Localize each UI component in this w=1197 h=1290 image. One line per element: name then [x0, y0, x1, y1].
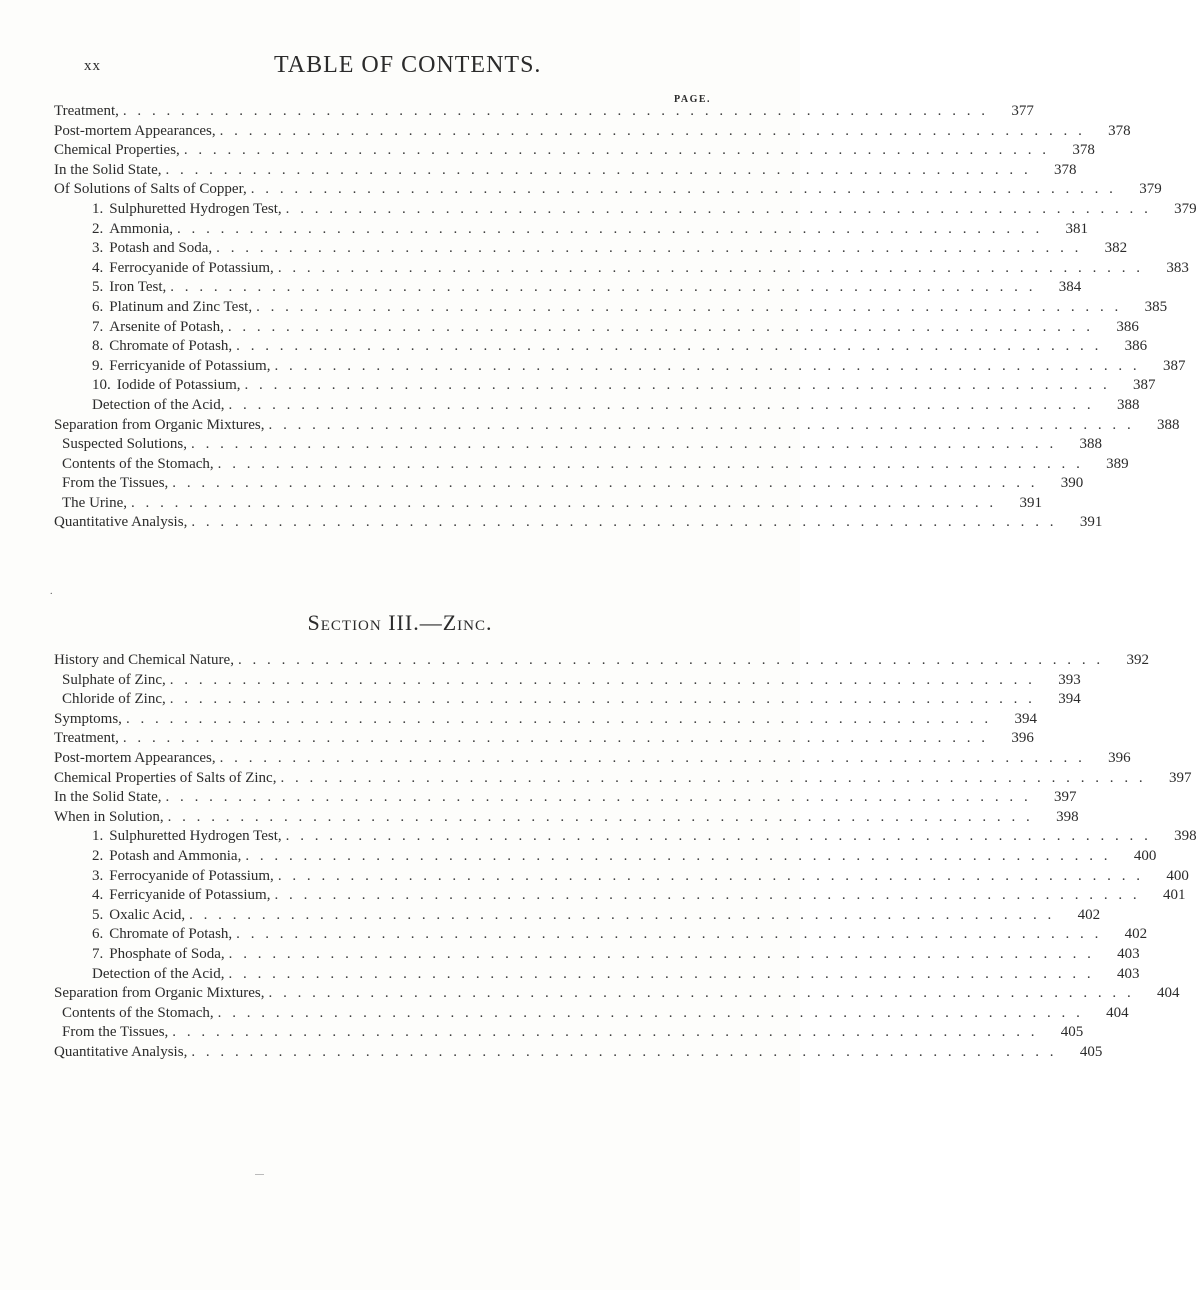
toc-entry-number: 6. [92, 926, 104, 943]
toc-entry-title: From the Tissues, [62, 475, 169, 492]
toc-entry [54, 357, 1186, 378]
toc-entry-title: Treatment, [54, 730, 119, 747]
dot-leader: ............................................................ [172, 1024, 1046, 1041]
dot-leader: ............................................................ [172, 475, 1046, 492]
toc-entry-title: Separation from Organic Mixtures, [54, 416, 265, 433]
toc-entry-page: 404 [1157, 985, 1180, 1002]
toc-entry-page: 390 [1060, 475, 1084, 492]
toc-entry-page: 400 [1166, 867, 1189, 884]
toc-entry [54, 142, 1095, 162]
toc-entry-page: 381 [1065, 220, 1088, 237]
toc-entry-number: 4. [92, 259, 104, 276]
dot-leader: ............................................................ [189, 906, 1063, 923]
dot-leader: ............................................................ [177, 220, 1050, 237]
toc-entry [54, 279, 1082, 299]
toc-entry-title: Iodide of Potassium, [116, 377, 241, 394]
toc-entry [54, 985, 1180, 1005]
toc-entry [54, 671, 1081, 692]
dot-leader: ............................................................ [217, 1004, 1091, 1021]
toc-entry-title: Chromate of Potash, [109, 338, 233, 355]
toc-entry-number: 10. [92, 377, 111, 394]
dot-leader: ............................................................ [125, 710, 999, 727]
dot-leader: ............................................................ [219, 122, 1093, 139]
toc-entry-page: 391 [1079, 514, 1103, 531]
toc-entry-number: 1. [92, 828, 104, 845]
dot-leader: ............................................................ [245, 847, 1119, 864]
toc-entry [54, 1043, 1103, 1064]
toc-entry [54, 455, 1129, 476]
toc-entry-title: Sulphuretted Hydrogen Test, [109, 200, 282, 217]
toc-entry-page: 400 [1133, 847, 1157, 864]
toc-entry-title: Chromate of Potash, [109, 926, 233, 943]
dot-leader: ............................................................ [250, 181, 1124, 198]
dot-leader: ............................................................ [285, 200, 1159, 217]
toc-entry-title: Suspected Solutions, [62, 436, 188, 453]
toc-entry [54, 730, 1034, 750]
dot-leader: ............................................................ [169, 671, 1043, 688]
toc-entry-page: 396 [1108, 749, 1131, 766]
toc-entry-title: In the Solid State, [54, 161, 162, 178]
toc-entry-title: Separation from Organic Mixtures, [54, 985, 265, 1002]
running-title: TABLE OF CONTENTS. [274, 52, 542, 78]
toc-entry-title: Of Solutions of Salts of Copper, [54, 181, 247, 198]
toc-entry [54, 1024, 1084, 1044]
toc-entry [54, 416, 1180, 437]
toc-entry-page: 405 [1079, 1043, 1103, 1060]
toc-entry [54, 652, 1149, 672]
toc-entry-title: Symptoms, [54, 710, 122, 727]
dot-leader: ............................................................ [122, 730, 996, 747]
toc-entry-page: 388 [1116, 396, 1140, 413]
toc-entry-title: Detection of the Acid, [92, 965, 225, 982]
toc-entry-page: 387 [1162, 357, 1186, 374]
toc-entry-title: Ferrocyanide of Potassium, [109, 259, 274, 276]
contents-list-copper [54, 103, 1197, 534]
toc-entry-number: 9. [92, 357, 104, 374]
toc-entry-title: Chemical Properties, [54, 142, 180, 159]
toc-entry-title: Arsenite of Potash, [109, 318, 224, 335]
toc-entry [54, 789, 1077, 809]
toc-entry [54, 769, 1192, 790]
toc-entry-page: 398 [1174, 828, 1197, 845]
toc-entry-title: Phosphate of Soda, [109, 945, 225, 962]
toc-entry-title: Sulphuretted Hydrogen Test, [109, 828, 282, 845]
toc-entry [54, 318, 1139, 339]
toc-entry-title: Oxalic Acid, [109, 906, 186, 923]
section-heading-subject: Zinc. [442, 610, 493, 635]
toc-entry-number: 5. [92, 279, 104, 296]
toc-entry-title: Contents of the Stomach, [62, 1004, 214, 1021]
dot-leader: ............................................................ [277, 259, 1151, 276]
toc-entry-page: 391 [1019, 494, 1042, 511]
toc-entry-page: 386 [1116, 318, 1139, 335]
toc-entry [54, 103, 1034, 123]
toc-entry-number: 1. [92, 200, 104, 217]
toc-entry-page: 377 [1011, 103, 1034, 119]
dot-leader: ............................................................ [191, 436, 1065, 453]
toc-entry [54, 377, 1156, 397]
section-heading [0, 610, 800, 636]
dot-leader: ............................................................ [274, 357, 1148, 374]
toc-entry-page: 398 [1056, 808, 1079, 825]
toc-entry [54, 259, 1189, 280]
toc-entry-title: From the Tissues, [62, 1024, 169, 1041]
toc-entry-page: 388 [1079, 436, 1103, 453]
toc-entry-title: Potash and Soda, [109, 240, 213, 257]
section-heading-prefix: Section [307, 610, 382, 635]
section-heading-numeral: III. [388, 610, 420, 635]
toc-entry [54, 867, 1189, 888]
toc-entry [54, 181, 1162, 201]
toc-entry [54, 396, 1140, 417]
toc-entry-page: 382 [1104, 240, 1128, 257]
dot-leader: ............................................................ [268, 416, 1142, 433]
toc-entry-title: Contents of the Stomach, [62, 455, 214, 472]
toc-entry-title: Ferricyanide of Potassium, [109, 357, 271, 374]
toc-entry-page: 396 [1011, 730, 1034, 747]
toc-entry-number: 2. [92, 847, 104, 864]
toc-entry-title: Ammonia, [109, 220, 173, 237]
toc-entry-page: 378 [1108, 122, 1131, 139]
dot-leader: ............................................................ [122, 103, 996, 119]
toc-entry [54, 887, 1186, 907]
toc-entry [54, 749, 1131, 770]
toc-entry-page: 403 [1117, 945, 1140, 962]
toc-entry-page: 393 [1058, 671, 1081, 688]
dot-leader: ............................................................ [183, 142, 1057, 159]
toc-entry-title: Potash and Ammonia, [109, 847, 242, 864]
toc-entry-page: 401 [1162, 887, 1186, 904]
toc-entry-page: 378 [1072, 142, 1095, 159]
toc-entry-page: 387 [1133, 377, 1156, 394]
toc-entry-page: 388 [1157, 416, 1180, 433]
toc-entry [54, 220, 1088, 241]
toc-entry-number: 7. [92, 945, 104, 962]
toc-entry-number: 5. [92, 906, 104, 923]
toc-entry-title: Post-mortem Appearances, [54, 122, 216, 139]
toc-entry-page: 392 [1126, 652, 1149, 668]
toc-entry-number: 7. [92, 318, 104, 335]
dot-leader: ............................................................ [285, 828, 1159, 845]
toc-entry-title: Post-mortem Appearances, [54, 749, 216, 766]
dot-leader: ............................................................ [216, 240, 1090, 257]
toc-entry [54, 945, 1140, 966]
page-header [84, 52, 744, 82]
toc-entry-title: Platinum and Zinc Test, [109, 298, 253, 315]
dot-leader: ............................................................ [256, 298, 1130, 315]
page-folio: xx [84, 58, 101, 74]
toc-entry [54, 200, 1197, 221]
toc-entry [54, 926, 1148, 946]
toc-entry-page: 394 [1014, 710, 1037, 727]
toc-entry-title: Iron Test, [109, 279, 167, 296]
dot-leader: ............................................................ [167, 808, 1041, 825]
toc-entry-title: When in Solution, [54, 808, 164, 825]
toc-entry-number: 8. [92, 338, 104, 355]
toc-entry [54, 1004, 1129, 1025]
toc-entry [54, 906, 1101, 927]
toc-entry [54, 847, 1157, 868]
toc-entry [54, 494, 1042, 515]
toc-entry-title: Chloride of Zinc, [62, 691, 166, 708]
dot-leader: ............................................................ [217, 455, 1091, 472]
toc-entry-page: 386 [1124, 338, 1148, 355]
toc-entry-title: Ferrocyanide of Potassium, [109, 867, 274, 884]
toc-entry [54, 122, 1131, 143]
toc-entry-title: Quantitative Analysis, [54, 514, 188, 531]
toc-entry-number: 2. [92, 220, 104, 237]
toc-entry [54, 161, 1077, 182]
dot-leader: ............................................................ [237, 652, 1111, 668]
dot-leader: ............................................................ [165, 161, 1039, 178]
toc-entry [54, 475, 1084, 495]
toc-entry-number: 3. [92, 240, 104, 257]
margin-mark: . [50, 586, 53, 597]
toc-entry-number: 3. [92, 867, 104, 884]
toc-entry [54, 436, 1103, 456]
toc-entry-title: Chemical Properties of Salts of Zinc, [54, 769, 277, 786]
dot-leader: ............................................................ [165, 789, 1039, 806]
dot-leader: ............................................................ [191, 1043, 1065, 1060]
toc-entry-title: History and Chemical Nature, [54, 652, 234, 668]
dot-leader: ............................................................ [236, 926, 1110, 943]
dot-leader: ............................................................ [268, 985, 1142, 1002]
dot-leader: ............................................................ [244, 377, 1118, 394]
dot-leader: ............................................................ [170, 279, 1044, 296]
contents-list-zinc [54, 652, 1197, 1063]
dot-leader: ............................................................ [274, 887, 1148, 904]
toc-entry-page: 378 [1054, 161, 1077, 178]
dot-leader: ............................................................ [227, 318, 1101, 335]
dot-leader: ............................................................ [228, 396, 1102, 413]
toc-entry [54, 338, 1148, 358]
toc-entry-title: Ferricyanide of Potassium, [109, 887, 271, 904]
dot-leader: ............................................................ [130, 494, 1004, 511]
toc-entry [54, 691, 1081, 711]
toc-entry-page: 379 [1174, 200, 1197, 217]
dot-leader: ............................................................ [228, 945, 1102, 962]
toc-entry-page: 389 [1106, 455, 1129, 472]
toc-entry-page: 402 [1077, 906, 1101, 923]
toc-entry-title: Treatment, [54, 103, 119, 119]
dot-leader: ............................................................ [228, 965, 1102, 982]
toc-entry-page: 394 [1058, 691, 1081, 708]
toc-entry-number: 4. [92, 887, 104, 904]
toc-entry-title: The Urine, [62, 494, 127, 511]
toc-entry-page: 404 [1106, 1004, 1129, 1021]
toc-entry [54, 965, 1140, 986]
toc-entry-title: Sulphate of Zinc, [62, 671, 166, 688]
toc-entry [54, 514, 1103, 534]
toc-entry-page: 403 [1116, 965, 1140, 982]
toc-entry [54, 808, 1079, 829]
dot-leader: ............................................................ [169, 691, 1043, 708]
toc-entry [54, 710, 1037, 731]
toc-entry-title: In the Solid State, [54, 789, 162, 806]
toc-entry-page: 397 [1168, 769, 1192, 786]
dot-leader: ............................................................ [191, 514, 1065, 531]
dot-leader: ............................................................ [277, 867, 1151, 884]
toc-entry-page: 397 [1054, 789, 1077, 806]
toc-entry-number: 6. [92, 298, 104, 315]
page-column-label: PAGE. [674, 94, 712, 105]
toc-entry-page: 383 [1166, 259, 1189, 276]
dot-leader: ............................................................ [280, 769, 1154, 786]
toc-entry-page: 384 [1058, 279, 1082, 296]
toc-entry [54, 828, 1197, 848]
toc-entry-page: 405 [1060, 1024, 1084, 1041]
toc-entry-page: 402 [1124, 926, 1148, 943]
toc-entry-page: 385 [1144, 298, 1168, 315]
toc-entry-page: 379 [1139, 181, 1162, 198]
toc-entry [54, 298, 1168, 319]
toc-entry-title: Detection of the Acid, [92, 396, 225, 413]
toc-entry-title: Quantitative Analysis, [54, 1043, 188, 1060]
dot-leader: ............................................................ [219, 749, 1093, 766]
ink-smudge [255, 1174, 264, 1175]
section-heading-dash: — [419, 610, 443, 635]
toc-entry [54, 240, 1128, 260]
dot-leader: ............................................................ [236, 338, 1110, 355]
